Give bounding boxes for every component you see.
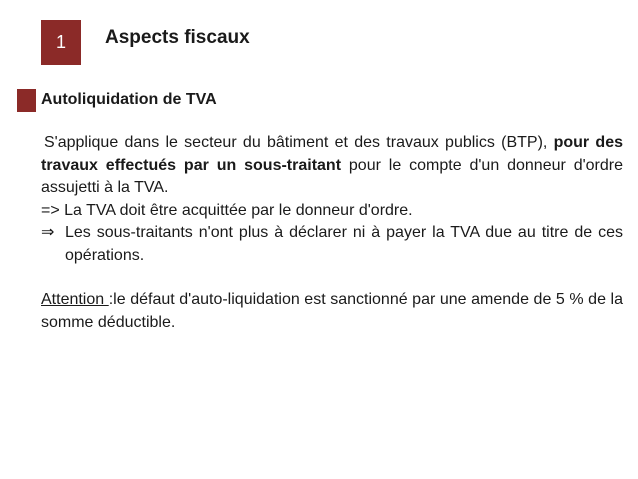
section-title: Autoliquidation de TVA (41, 91, 217, 108)
paragraph-application (41, 132, 623, 200)
paragraph-subcontractors-text: Les sous-traitants n'ont plus à déclarer ni à payer la TVA due au titre de ces opérations. (65, 224, 623, 264)
slide-number-badge (41, 20, 81, 65)
paragraph-attention (41, 289, 623, 334)
slide-body (41, 132, 623, 334)
attention-text: :le défaut d'auto-liquidation est sanctionné par une amende de 5 % de la somme déductible. (41, 291, 623, 331)
attention-label: Attention (41, 291, 109, 308)
paragraph-application-text: S'applique dans le secteur du bâtiment et des travaux publics (BTP), (44, 134, 554, 151)
slide-number: 1 (55, 32, 66, 52)
implies-arrow-icon: ⇒ (41, 224, 55, 241)
slide-title: Aspects fiscaux (105, 27, 250, 48)
paragraph-application-text-end: pour le compte d'un donneur d'ordre assujetti à la TVA. (41, 156, 624, 196)
paragraph-tva-payer: => La TVA doit être acquittée par le donneur d'ordre. (41, 201, 413, 219)
spacer (41, 267, 623, 289)
paragraph-application-emphasis: pour des travaux effectués par un sous-traitant (41, 134, 623, 174)
section-marker (17, 89, 36, 112)
paragraph-subcontractors (41, 222, 623, 267)
